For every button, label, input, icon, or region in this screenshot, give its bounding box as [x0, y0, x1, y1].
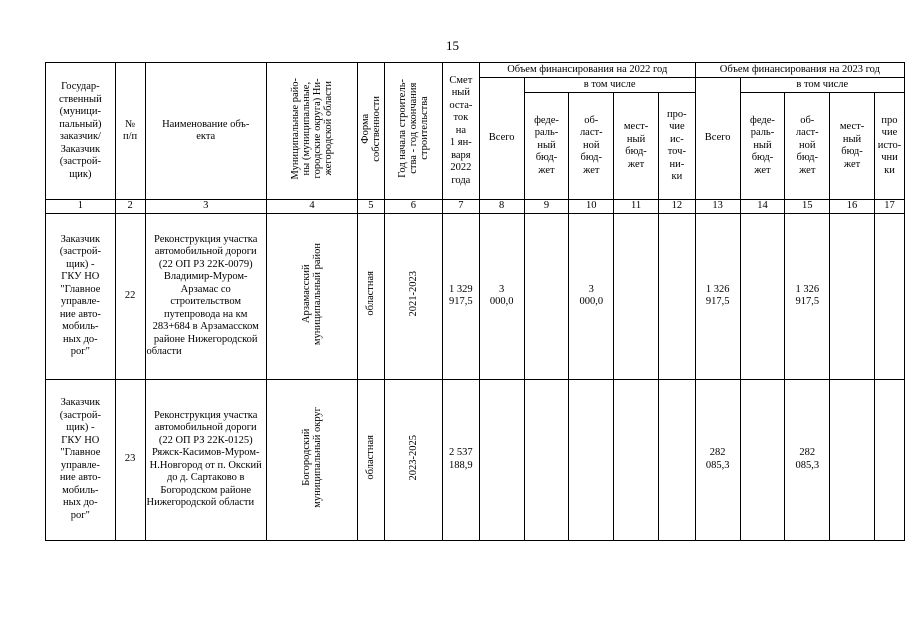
- row-federal-2023: [740, 379, 785, 540]
- column-number: 10: [569, 200, 614, 214]
- row-local-2023: [830, 213, 875, 379]
- column-number: 6: [384, 200, 442, 214]
- header-customer: Государ- ственный (муници- пальный) заказчик/ Заказчик (застрой- щик): [46, 63, 116, 200]
- row-other-2023: [874, 379, 904, 540]
- row-total-2022: 3 000,0: [479, 213, 524, 379]
- header-ownership-cell: [357, 63, 384, 200]
- row-regional-2023: 1 326 917,5: [785, 213, 830, 379]
- column-number: 2: [115, 200, 145, 214]
- header-regional-2023: об- ласт- ной бюд- жет: [785, 93, 830, 200]
- row-total-2023: 282 085,3: [695, 379, 740, 540]
- header-total-2022: Всего: [479, 78, 524, 200]
- header-other-2023: про чие исто- чни ки: [874, 93, 904, 200]
- row-regional-2022: 3 000,0: [569, 213, 614, 379]
- column-number: 15: [785, 200, 830, 214]
- header-municipality: Муниципальные райо- ны (муниципальные, городские округа) Ни- жегородской области: [289, 78, 334, 180]
- row-object-name: Реконструкция участка автомобильной дороги (22 ОП РЗ 22К-0079) Владимир-Муром-Арзамас со строительством путепровода на км 283+684 в Арзамасском районе Нижегородской области: [145, 213, 266, 379]
- table-row: [46, 213, 905, 379]
- column-number: 9: [524, 200, 569, 214]
- header-years: Год начала строитель- ства - год окончания строительства: [396, 79, 430, 179]
- row-federal-2023: [740, 213, 785, 379]
- row-estimate: 1 329 917,5: [442, 213, 479, 379]
- row-years: 2023-2025: [407, 434, 419, 480]
- column-number: 5: [357, 200, 384, 214]
- column-number: 4: [266, 200, 357, 214]
- header-regional-2022: об- ласт- ной бюд- жет: [569, 93, 614, 200]
- row-other-2023: [874, 213, 904, 379]
- row-object-name: Реконструкция участка автомобильной дороги (22 ОП РЗ 22К-0125) Ряжск-Касимов-Муром-Н.Новгород от п. Окский до д. Сартаково в Богородском районе Нижегородской области: [145, 379, 266, 540]
- row-local-2022: [614, 379, 659, 540]
- row-ownership-cell: [357, 213, 384, 379]
- header-years-cell: [384, 63, 442, 200]
- column-number: 16: [830, 200, 875, 214]
- row-other-2022: [658, 379, 695, 540]
- row-customer: Заказчик (застрой- щик) - ГКУ НО "Главное управле- ние авто- мобиль- ных до- рог": [46, 213, 116, 379]
- row-local-2022: [614, 213, 659, 379]
- header-num: № п/п: [115, 63, 145, 200]
- row-years: 2021-2023: [407, 271, 419, 317]
- column-number: 11: [614, 200, 659, 214]
- row-municipality: Арзамасский муниципальный район: [300, 242, 323, 345]
- column-number: 1: [46, 200, 116, 214]
- header-federal-2023: феде- раль- ный бюд- жет: [740, 93, 785, 200]
- header-federal-2022: феде- раль- ный бюд- жет: [524, 93, 569, 200]
- row-num: 22: [115, 213, 145, 379]
- row-num: 23: [115, 379, 145, 540]
- header-funding-2022: Объем финансирования на 2022 год: [479, 63, 695, 78]
- row-total-2023: 1 326 917,5: [695, 213, 740, 379]
- column-numbers-row: [46, 200, 905, 214]
- row-years-cell: [384, 379, 442, 540]
- page-number: 15: [446, 38, 459, 53]
- header-ownership: Форма собственности: [359, 95, 382, 162]
- column-number: 12: [658, 200, 695, 214]
- row-regional-2023: 282 085,3: [785, 379, 830, 540]
- row-ownership: областная: [365, 271, 377, 317]
- row-federal-2022: [524, 213, 569, 379]
- header-including-2022: в том числе: [524, 78, 695, 93]
- column-number: 13: [695, 200, 740, 214]
- row-local-2023: [830, 379, 875, 540]
- row-other-2022: [658, 213, 695, 379]
- row-years-cell: [384, 213, 442, 379]
- header-including-2023: в том числе: [740, 78, 904, 93]
- financing-table: [45, 62, 905, 541]
- table-row: [46, 379, 905, 540]
- row-estimate: 2 537 188,9: [442, 379, 479, 540]
- header-local-2023: мест- ный бюд- жет: [830, 93, 875, 200]
- row-total-2022: [479, 379, 524, 540]
- row-customer: Заказчик (застрой- щик) - ГКУ НО "Главное управле- ние авто- мобиль- ных до- рог": [46, 379, 116, 540]
- header-object-name: Наименование объ- екта: [145, 63, 266, 200]
- header-local-2022: мест- ный бюд- жет: [614, 93, 659, 200]
- row-municipality-cell: [266, 379, 357, 540]
- row-ownership-cell: [357, 379, 384, 540]
- row-municipality: Богородский муниципальный округ: [300, 406, 323, 508]
- row-municipality-cell: [266, 213, 357, 379]
- column-number: 3: [145, 200, 266, 214]
- row-federal-2022: [524, 379, 569, 540]
- column-number: 8: [479, 200, 524, 214]
- column-number: 14: [740, 200, 785, 214]
- header-municipality-cell: [266, 63, 357, 200]
- column-number: 7: [442, 200, 479, 214]
- row-regional-2022: [569, 379, 614, 540]
- column-number: 17: [874, 200, 904, 214]
- header-total-2023: Всего: [695, 78, 740, 200]
- header-other-2022: про- чие ис- точ- ни- ки: [658, 93, 695, 200]
- header-estimate: Смет ный оста- ток на 1 ян- варя 2022 года: [442, 63, 479, 200]
- header-funding-2023: Объем финансирования на 2023 год: [695, 63, 904, 78]
- row-ownership: областная: [365, 434, 377, 480]
